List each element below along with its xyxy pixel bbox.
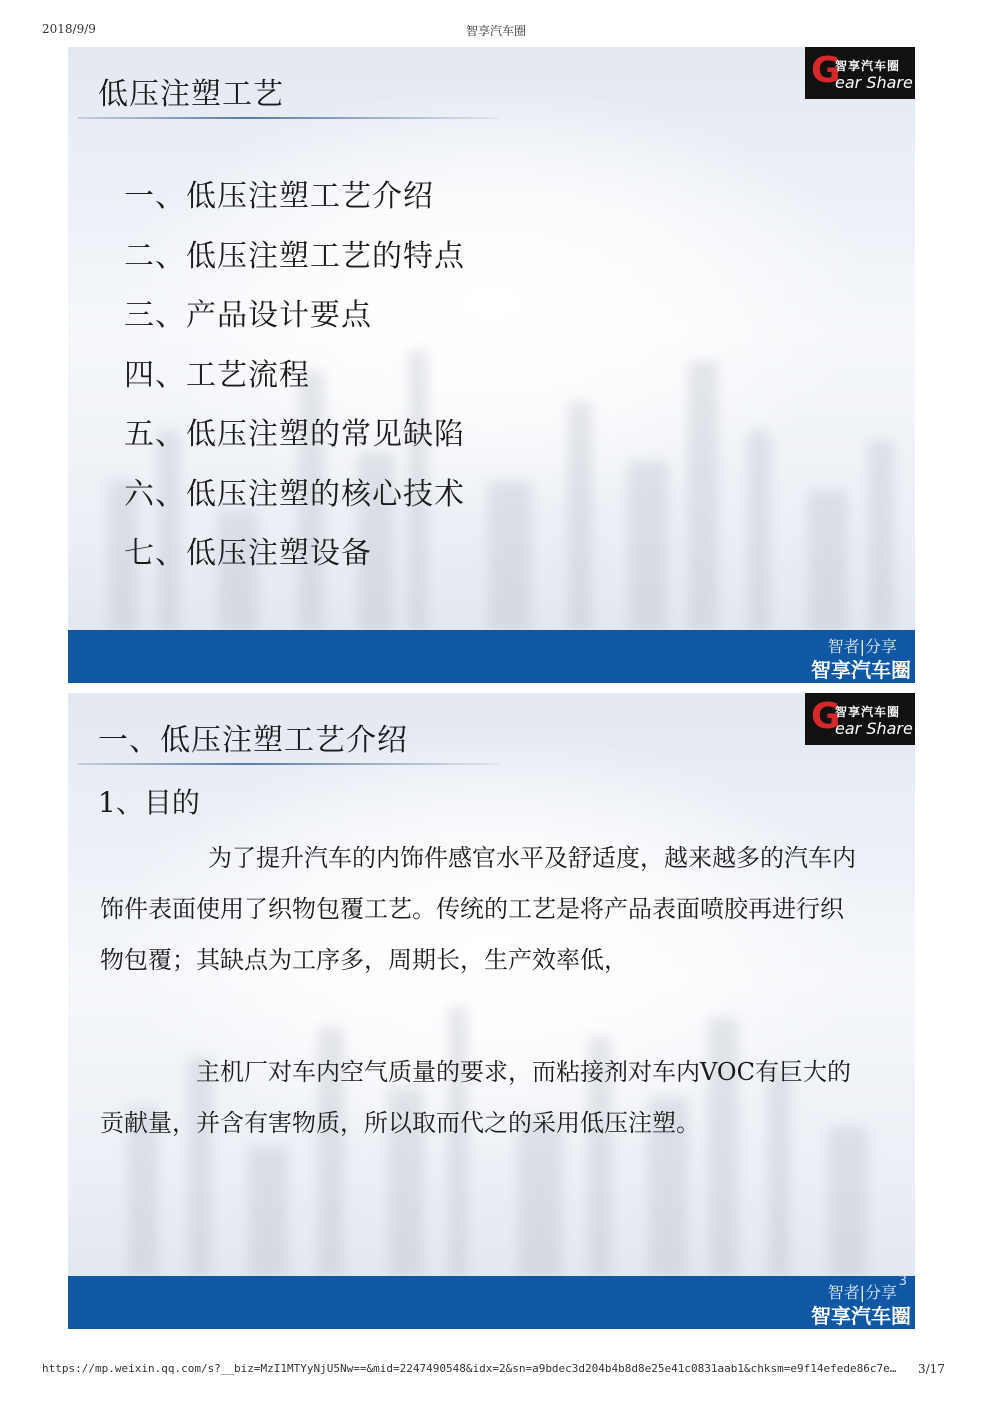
logo-g-glyph: G (811, 50, 841, 91)
toc-item: 三、产品设计要点 (124, 298, 372, 333)
section-subheading: 1、目的 (98, 786, 200, 819)
slide-introduction (68, 693, 915, 1329)
slide-contents (68, 47, 915, 683)
footer-slogan: 智者|分享 (827, 637, 897, 656)
slide-page-number: 3 (898, 1274, 907, 1289)
title-underline (78, 763, 498, 765)
toc-item: 五、低压注塑的常见缺陷 (124, 417, 465, 452)
gearshare-logo (805, 693, 915, 745)
slide-footer-bar (68, 1276, 915, 1329)
footer-slogan: 智者|分享 (827, 1283, 897, 1302)
logo-en-text: ear Share (835, 73, 913, 92)
table-of-contents (124, 167, 465, 584)
page-header-title: 智享汽车圈 (465, 24, 526, 38)
body-paragraph: 主机厂对车内空气质量的要求，而粘接剂对车内VOC有巨大的贡献量，并含有害物质，所以取而代之的采用低压注塑。 (100, 1058, 851, 1137)
page-footer-url: https://mp.weixin.qq.com/s?__biz=MzI1MTYyNjU5Nw==&mid=2247490548&idx=2&sn=a9bdec3d204b4b8d8e25e41c0831aab1&chksm=e9f14efede86c7e… (42, 1362, 897, 1375)
footer-brand: 智享汽车圈 (811, 1304, 911, 1328)
title-underline (78, 117, 498, 119)
slide-title: 一、低压注塑工艺介绍 (98, 723, 408, 758)
logo-cn-text: 智享汽车圈 (835, 59, 901, 73)
logo-g-glyph: G (811, 696, 841, 737)
logo-cn-text: 智享汽车圈 (835, 705, 901, 719)
slide-title: 低压注塑工艺 (98, 77, 284, 112)
toc-item: 七、低压注塑设备 (124, 536, 372, 571)
toc-item: 二、低压注塑工艺的特点 (124, 238, 465, 274)
body-paragraph: 为了提升汽车的内饰件感官水平及舒适度，越来越多的汽车内饰件表面使用了织物包覆工艺。传统的工艺是将产品表面喷胶再进行织物包覆；其缺点为工序多，周期长，生产效率低， (100, 844, 856, 974)
toc-item: 六、低压注塑的核心技术 (124, 476, 465, 512)
page-header-date: 2018/9/9 (42, 22, 96, 36)
footer-brand: 智享汽车圈 (811, 658, 911, 682)
toc-item: 四、工艺流程 (124, 357, 310, 393)
toc-item: 一、低压注塑工艺介绍 (124, 179, 434, 214)
page-footer-number: 3/17 (918, 1362, 945, 1376)
gearshare-logo (805, 47, 915, 99)
logo-en-text: ear Share (835, 719, 913, 738)
slide-footer-bar (68, 630, 915, 683)
